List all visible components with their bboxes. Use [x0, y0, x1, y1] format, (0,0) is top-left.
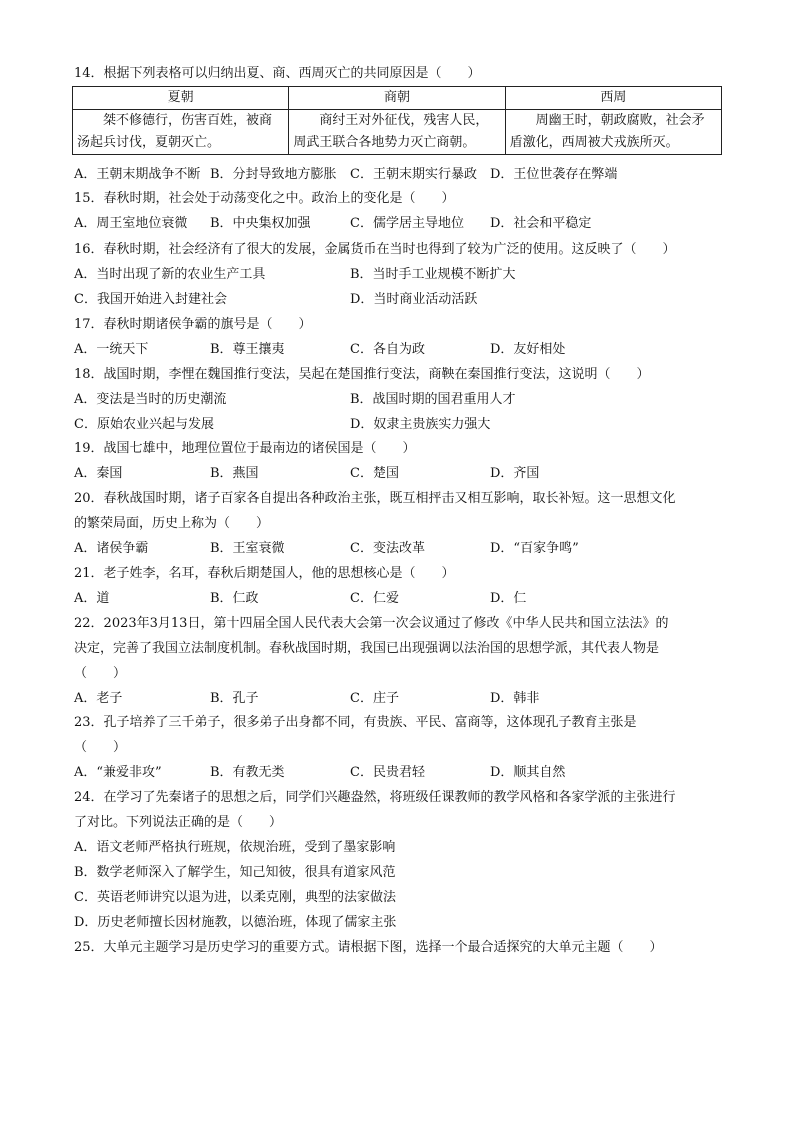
question-19-stem: 19．战国七雄中，地理位置位于最南边的诸侯国是（ ）	[74, 441, 416, 456]
option-d[interactable]: D．“百家争鸣”	[490, 541, 579, 556]
option-c[interactable]: C．变法改革	[350, 541, 425, 556]
option-b[interactable]: B．尊王攘夷	[210, 342, 285, 357]
table-header-shang: 商朝	[289, 87, 505, 110]
option-d[interactable]: D．齐国	[490, 466, 540, 481]
question-21-options	[74, 591, 734, 607]
option-c[interactable]: C．儒学居主导地位	[350, 216, 464, 231]
option-c[interactable]: C．仁爱	[350, 591, 399, 606]
question-18-options-row2	[74, 417, 734, 433]
option-b[interactable]: B．战国时期的国君重用人才	[350, 392, 516, 407]
option-c[interactable]: C．楚国	[350, 466, 399, 481]
option-c[interactable]: C．各自为政	[350, 342, 425, 357]
question-14-table	[72, 86, 722, 155]
question-15-options	[74, 216, 734, 232]
option-a[interactable]: A．秦国	[74, 466, 123, 481]
option-a[interactable]: A．当时出现了新的农业生产工具	[74, 267, 266, 282]
question-22-options	[74, 691, 734, 707]
question-24-stem-line1: 24．在学习了先秦诸子的思想之后，同学们兴趣盎然，将班级任课教师的教学风格和各家学派的主张进行	[74, 790, 676, 805]
question-23-stem-line1: 23．孔子培养了三千弟子，很多弟子出身都不同，有贵族、平民、富商等，这体现孔子教育主张是	[74, 715, 637, 730]
option-b[interactable]: B．中央集权加强	[210, 216, 311, 231]
option-c[interactable]: C．我国开始进入封建社会	[74, 292, 227, 307]
option-c[interactable]: C．原始农业兴起与发展	[74, 417, 214, 432]
option-d[interactable]: D．社会和平稳定	[490, 216, 592, 231]
option-a[interactable]: A．老子	[74, 691, 123, 706]
option-b[interactable]: B．有教无类	[210, 765, 285, 780]
question-22-stem-line2: 决定，完善了我国立法制度机制。春秋战国时期，我国已出现强调以法治国的思想学派，其代表人物是	[74, 641, 660, 656]
question-18-stem: 18．战国时期，李悝在魏国推行变法，吴起在楚国推行变法，商鞅在秦国推行变法，这说明（ ）	[74, 367, 650, 382]
option-a[interactable]: A．“兼爱非攻”	[74, 765, 162, 780]
question-23-stem-line2: （ ）	[74, 740, 127, 755]
option-a[interactable]: A．周王室地位衰微	[74, 216, 188, 231]
question-16-options-row1	[74, 267, 734, 283]
option-d[interactable]: D．奴隶主贵族实力强大	[350, 417, 491, 432]
option-c[interactable]: C．民贵君轻	[350, 765, 425, 780]
question-17-stem: 17．春秋时期诸侯争霸的旗号是（ ）	[74, 317, 312, 332]
question-25-stem: 25．大单元主题学习是历史学习的重要方式。请根据下图，选择一个最合适探究的大单元主题（ ）	[74, 940, 663, 955]
question-16-stem: 16．春秋时期，社会经济有了很大的发展，金属货币在当时也得到了较为广泛的使用。这反映了（ ）	[74, 242, 676, 257]
question-24-option-d[interactable]: D．历史老师擅长因材施教，以德治班，体现了儒家主张	[74, 915, 397, 930]
question-24-option-a[interactable]: A．语文老师严格执行班规，依规治班，受到了墨家影响	[74, 840, 396, 855]
option-d[interactable]: D．顺其自然	[490, 765, 566, 780]
question-24-option-b[interactable]: B．数学老师深入了解学生，知己知彼，很具有道家风范	[74, 865, 396, 880]
question-17-options	[74, 342, 734, 358]
table-cell-xia: 桀不修德行，伤害百姓，被商汤起兵讨伐，夏朝灭亡。	[73, 110, 289, 155]
question-21-stem: 21．老子姓李，名耳，春秋后期楚国人，他的思想核心是（ ）	[74, 566, 455, 581]
option-b[interactable]: B．孔子	[210, 691, 259, 706]
option-b[interactable]: B．当时手工业规模不断扩大	[350, 267, 516, 282]
table-header-xia: 夏朝	[73, 87, 289, 110]
table-cell-shang: 商纣王对外征伐，残害人民，周武王联合各地势力灭亡商朝。	[289, 110, 505, 155]
option-d[interactable]: D．当时商业活动活跃	[350, 292, 478, 307]
option-a[interactable]: A．诸侯争霸	[74, 541, 149, 556]
option-d[interactable]: D．韩非	[490, 691, 540, 706]
option-b[interactable]: B．分封导致地方膨胀	[210, 167, 337, 182]
question-19-options	[74, 466, 734, 482]
question-22-stem-line1: 22．2023年3月13日，第十四届全国人民代表大会第一次会议通过了修改《中华人民共和国立法法》的	[74, 616, 669, 631]
question-20-options	[74, 541, 734, 557]
option-c[interactable]: C．庄子	[350, 691, 399, 706]
question-18-options-row1	[74, 392, 734, 408]
question-14-options	[74, 167, 734, 183]
question-24-option-c[interactable]: C．英语老师讲究以退为进，以柔克刚，典型的法家做法	[74, 890, 396, 905]
question-20-stem-line1: 20．春秋战国时期，诸子百家各自提出各种政治主张，既互相抨击又相互影响，取长补短。这一思想文化	[74, 491, 676, 506]
option-a[interactable]: A．王朝末期战争不断	[74, 167, 201, 182]
question-16-options-row2	[74, 292, 734, 308]
question-22-stem-line3: （ ）	[74, 666, 127, 681]
option-a[interactable]: A．道	[74, 591, 110, 606]
option-d[interactable]: D．友好相处	[490, 342, 566, 357]
option-a[interactable]: A．变法是当时的历史潮流	[74, 392, 227, 407]
option-c[interactable]: C．王朝末期实行暴政	[350, 167, 477, 182]
table-header-xizhou: 西周	[505, 87, 721, 110]
question-15-stem: 15．春秋时期，社会处于动荡变化之中。政治上的变化是（ ）	[74, 191, 455, 206]
option-d[interactable]: D．王位世袭存在弊端	[490, 167, 618, 182]
table-cell-xizhou: 周幽王时，朝政腐败，社会矛盾激化，西周被犬戎族所灭。	[505, 110, 721, 155]
option-d[interactable]: D．仁	[490, 591, 527, 606]
option-a[interactable]: A．一统天下	[74, 342, 149, 357]
question-23-options	[74, 765, 734, 781]
question-20-stem-line2: 的繁荣局面，历史上称为（ ）	[74, 516, 270, 531]
question-24-stem-line2: 了对比。下列说法正确的是（ ）	[74, 815, 283, 830]
option-b[interactable]: B．仁政	[210, 591, 259, 606]
option-b[interactable]: B．燕国	[210, 466, 259, 481]
question-14-stem: 14．根据下列表格可以归纳出夏、商、西周灭亡的共同原因是（ ）	[74, 66, 481, 81]
option-b[interactable]: B．王室衰微	[210, 541, 285, 556]
